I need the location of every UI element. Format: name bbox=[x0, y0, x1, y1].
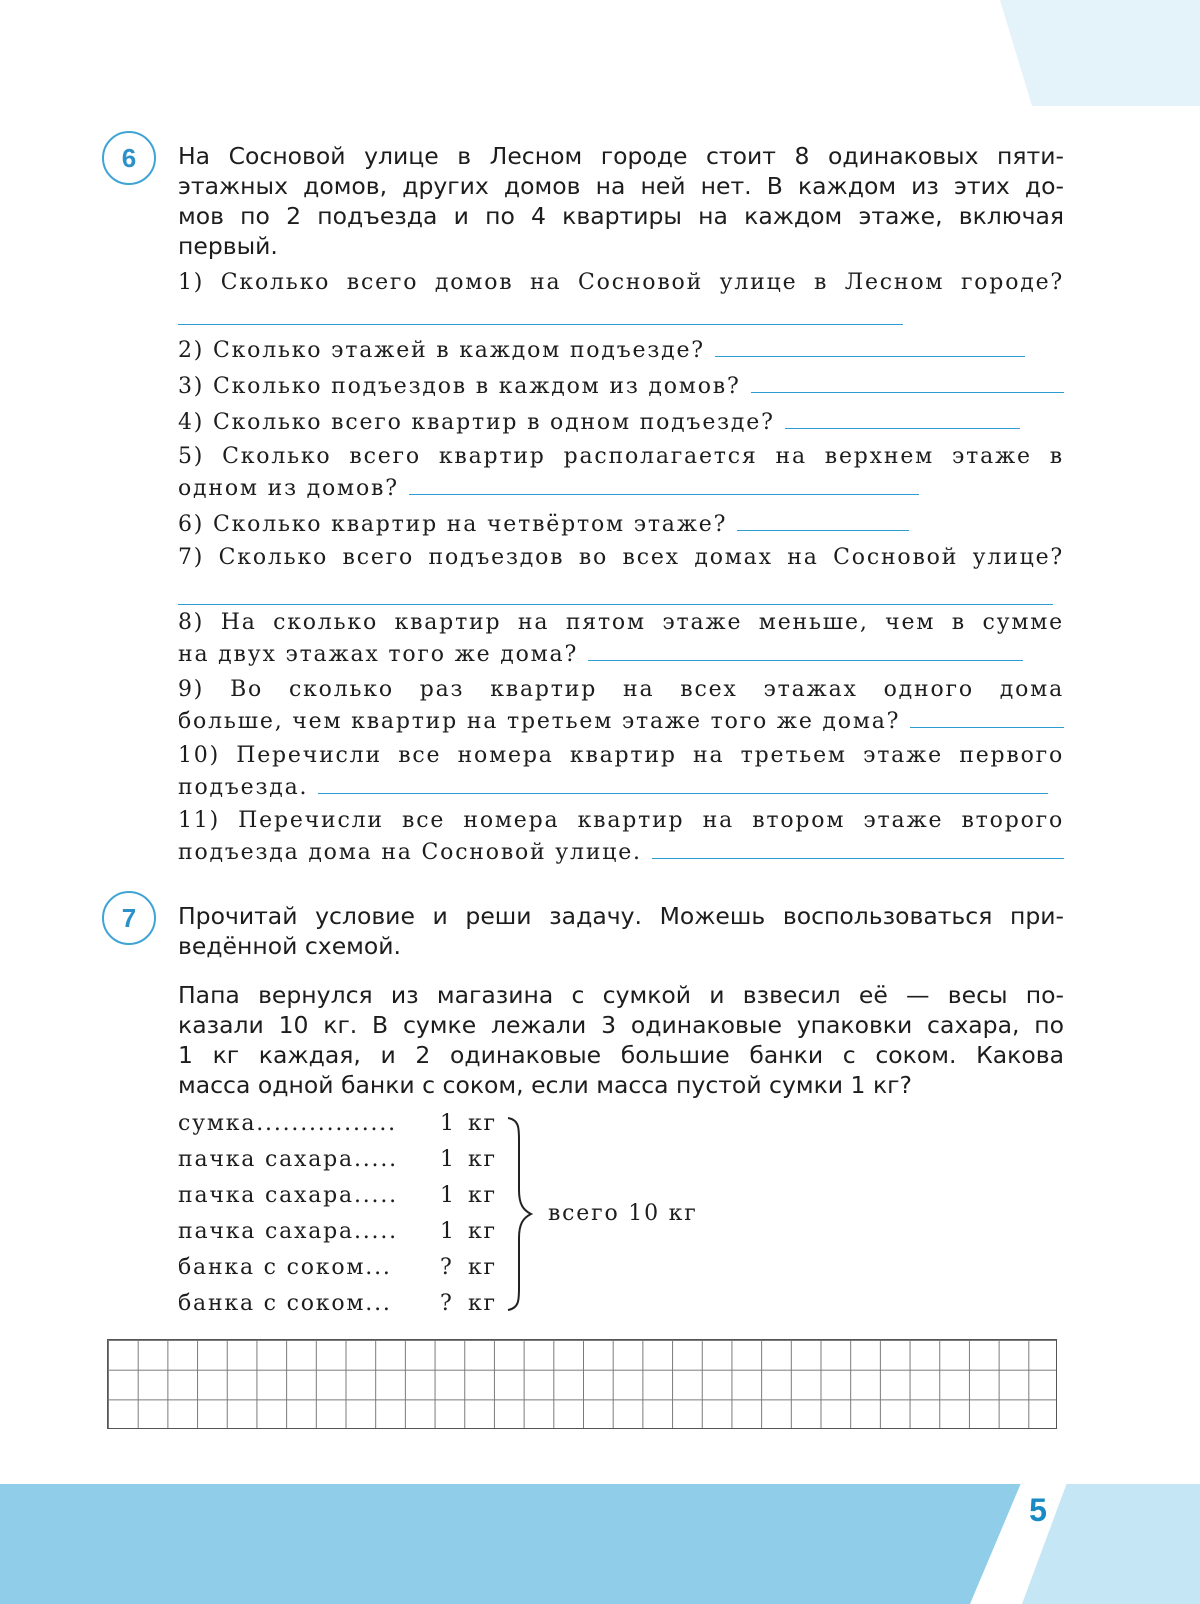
question-text: подъезда. bbox=[178, 775, 309, 800]
scheme-item-value: 1 bbox=[440, 1183, 456, 1208]
scheme-item-value: ? bbox=[440, 1255, 454, 1280]
question-text: 2) Сколько этажей в каждом подъезде? bbox=[178, 338, 705, 363]
task7-problem bbox=[178, 980, 1064, 1100]
answer-field-4[interactable] bbox=[785, 406, 1020, 429]
task-number-6: 6 bbox=[102, 131, 156, 185]
answer-grid[interactable] bbox=[107, 1339, 1057, 1429]
scheme-item-unit: кг bbox=[468, 1183, 497, 1208]
question-text: 4) Сколько всего квартир в одном подъезде? bbox=[178, 410, 775, 435]
scheme-item-unit: кг bbox=[468, 1147, 497, 1172]
question-7 bbox=[178, 543, 1064, 573]
answer-field-2[interactable] bbox=[715, 334, 1025, 357]
question-4 bbox=[178, 406, 1064, 438]
scheme-item-value: 1 bbox=[440, 1147, 456, 1172]
intro-line: На Сосновой улице в Лесном городе стоит 8 одинаковых пяти- bbox=[178, 142, 1064, 170]
question-text: 10) Перечисли все номера квартир на третьем этаже первого bbox=[178, 743, 1064, 768]
scheme-item-name: сумка................ bbox=[178, 1111, 397, 1136]
scheme-item-name: пачка сахара..... bbox=[178, 1147, 398, 1172]
curly-brace-icon bbox=[505, 1114, 535, 1314]
question-text: на двух этажах того же дома? bbox=[178, 642, 579, 667]
question-text: 5) Сколько всего квартир располагается на верхнем этаже в bbox=[178, 444, 1064, 469]
intro-line: ведённой схемой. bbox=[178, 932, 401, 960]
intro-line: этажных домов, других домов на ней нет. В каждом из этих до- bbox=[178, 172, 1064, 200]
problem-line: казали 10 кг. В сумке лежали 3 одинаковые упаковки сахара, по bbox=[178, 1011, 1064, 1039]
task7-intro bbox=[178, 901, 1064, 961]
question-11 bbox=[178, 806, 1064, 868]
scheme-item-name: банка с соком... bbox=[178, 1255, 392, 1280]
question-5 bbox=[178, 442, 1064, 504]
question-text: подъезда дома на Сосновой улице. bbox=[178, 840, 642, 865]
question-text: одном из домов? bbox=[178, 476, 399, 501]
task-number-7: 7 bbox=[102, 891, 156, 945]
problem-line: Папа вернулся из магазина с сумкой и взвесил её — весы по- bbox=[178, 981, 1064, 1009]
answer-field-11[interactable] bbox=[652, 836, 1064, 859]
problem-line: 1 кг каждая, и 2 одинаковые большие банки с соком. Какова bbox=[178, 1041, 1064, 1069]
scheme-total: всего 10 кг bbox=[548, 1201, 698, 1226]
scheme-item-name: пачка сахара..... bbox=[178, 1183, 398, 1208]
scheme-item-value: 1 bbox=[440, 1111, 456, 1136]
scheme-item-name: пачка сахара..... bbox=[178, 1219, 398, 1244]
question-text: 1) Сколько всего домов на Сосновой улице в Лесном городе? bbox=[178, 270, 1064, 295]
task6-intro bbox=[178, 141, 1064, 261]
answer-field-10[interactable] bbox=[318, 771, 1048, 794]
question-text: больше, чем квартир на третьем этаже того же дома? bbox=[178, 709, 901, 734]
question-10 bbox=[178, 741, 1064, 803]
scheme-item-unit: кг bbox=[468, 1111, 497, 1136]
answer-field-8[interactable] bbox=[588, 638, 1023, 661]
problem-line: масса одной банки с соком, если масса пустой сумки 1 кг? bbox=[178, 1071, 912, 1099]
scheme-item-unit: кг bbox=[468, 1291, 497, 1316]
question-8 bbox=[178, 608, 1064, 670]
scheme-item-unit: кг bbox=[468, 1255, 497, 1280]
question-text: 11) Перечисли все номера квартир на втором этаже второго bbox=[178, 808, 1064, 833]
question-3 bbox=[178, 370, 1064, 402]
question-2 bbox=[178, 334, 1064, 366]
answer-field-1[interactable] bbox=[178, 324, 903, 325]
scheme-item-value: 1 bbox=[440, 1219, 456, 1244]
question-9 bbox=[178, 675, 1064, 737]
page-number: 5 bbox=[1029, 1492, 1047, 1528]
question-text: 6) Сколько квартир на четвёртом этаже? bbox=[178, 512, 728, 537]
intro-line: мов по 2 подъезда и по 4 квартиры на каждом этаже, включая bbox=[178, 202, 1064, 230]
answer-field-3[interactable] bbox=[751, 370, 1064, 393]
scheme-item-value: ? bbox=[440, 1291, 454, 1316]
question-text: 9) Во сколько раз квартир на всех этажах одного дома bbox=[178, 677, 1064, 702]
scheme-item-name: банка с соком... bbox=[178, 1291, 392, 1316]
answer-field-5[interactable] bbox=[409, 472, 919, 495]
question-text: 8) На сколько квартир на пятом этаже меньше, чем в сумме bbox=[178, 610, 1064, 635]
question-1 bbox=[178, 268, 1064, 298]
corner-decoration bbox=[1000, 0, 1200, 106]
question-text: 3) Сколько подъездов в каждом из домов? bbox=[178, 374, 741, 399]
intro-line: Прочитай условие и реши задачу. Можешь воспользоваться при- bbox=[178, 902, 1064, 930]
question-6 bbox=[178, 508, 1064, 540]
answer-field-7[interactable] bbox=[178, 604, 1053, 605]
answer-field-9[interactable] bbox=[910, 705, 1064, 728]
scheme-item-unit: кг bbox=[468, 1219, 497, 1244]
question-text: 7) Сколько всего подъездов во всех домах на Сосновой улице? bbox=[178, 545, 1064, 570]
answer-field-6[interactable] bbox=[737, 508, 909, 531]
intro-line: первый. bbox=[178, 232, 278, 260]
